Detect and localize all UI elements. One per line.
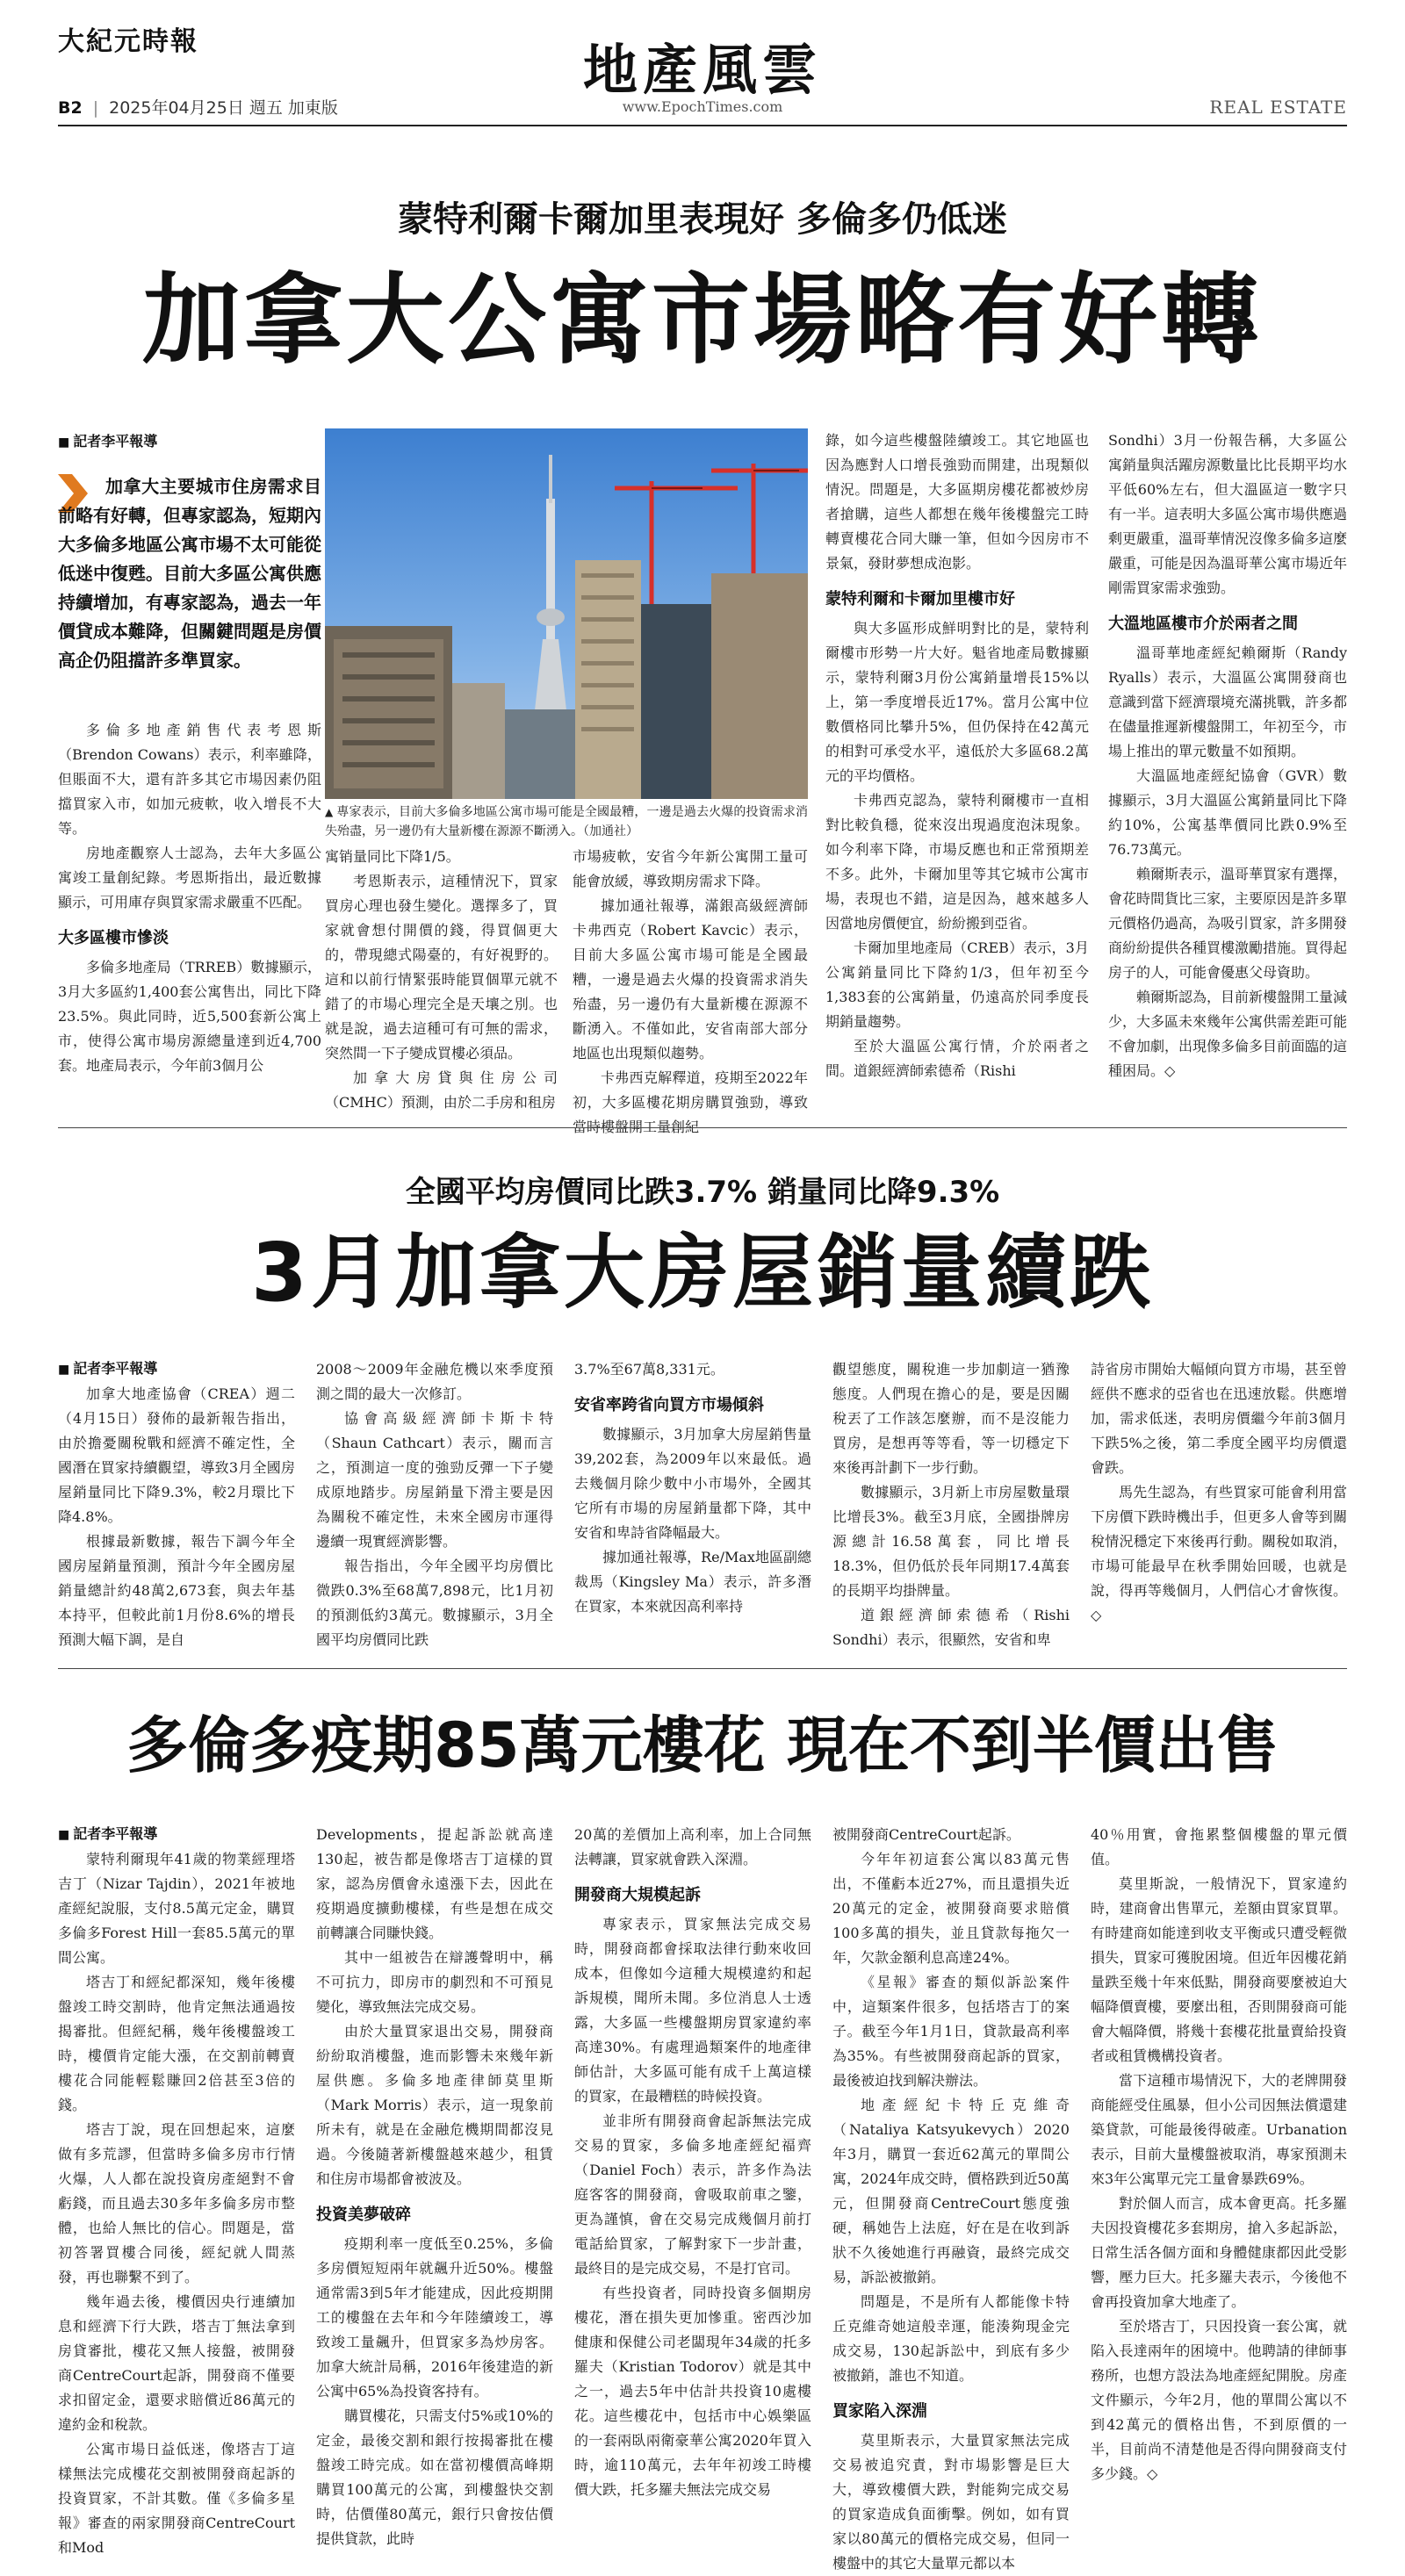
- paragraph: 數據顯示，3月新上市房屋數量環比增長3%。截至3月底，全國掛牌房源總計16.58萬套，同比增長18.3%，但仍低於長年同期17.4萬套的長期平均掛牌量。: [832, 1484, 1070, 1599]
- article3-column-5: [1091, 1823, 1347, 2532]
- paragraph: 與大多區形成鮮明對比的是，蒙特利爾樓市形勢一片大好。魁省地產局數據顯示，蒙特利爾3月份公寓銷量增長15%以上，第一季度增長近17%。當月公寓中位數價格同比攀升5%，但仍保持在42萬元的相對可承受水平，遠低於大多區68.2萬元的平均價格。: [825, 620, 1089, 784]
- article1-column-4: [825, 428, 1089, 1105]
- paragraph: 觀望態度，關稅進一步加劇這一猶豫態度。人們現在擔心的是，要是因關稅丟了工作該怎麼辦，而不是沒能力買房，是想再等等看，等一切穩定下來後再計劃下一步行動。: [832, 1361, 1070, 1476]
- section-url: www.EpochTimes.com: [622, 98, 783, 115]
- paragraph: 由於大量買家退出交易，開發商紛紛取消樓盤，進而影響未來幾年新屋供應。多倫多地產律師莫里斯（Mark Morris）表示，這一現象前所未有，就是在金融危機期間都沒見過。今後隨著新樓盤越來越少，租賃和住房市場都會被波及。: [316, 2023, 553, 2187]
- article2-byline: ■ 記者李平報導: [58, 1357, 157, 1378]
- paragraph: 其中一組被告在辯護聲明中，稱不可抗力，即房市的劇烈和不可預見變化，導致無法完成交易。: [316, 1949, 553, 2015]
- paragraph: 並非所有開發商會起訴無法完成交易的買家，多倫多地產經紀福齊（Daniel Foch）表示，許多作為法庭客客的開發商，會吸取前車之鑒，更為謹慎，會在交易完成幾個月前打電話給買家，了解對家下一步計畫，最終目的是完成交易，不是打官司。: [574, 2112, 811, 2277]
- paragraph: 《星報》審查的類似訴訟案件中，這類案件很多，包括塔吉丁的案子。截至今年1月1日，貸款最高利率為35%。有些被開發商起訴的買家，最後被迫找到解決辦法。: [832, 1974, 1070, 2089]
- paragraph: 專家表示，買家無法完成交易時，開發商都會採取法律行動來收回成本，但像如今這種大規模違約和起訴規模，聞所未聞。多位消息人士透露，大多區一些樓盤期房買家違約率高達30%。有處理過類案件的地產律師估計，大多區可能有成千上萬這樣的買家，在最糟糕的時候投資。: [574, 1916, 811, 2105]
- paragraph: 馬先生認為，有些買家可能會利用當下房價下跌時機出手，但更多人會等到關稅情況穩定下來後再行動。關稅如取消，市場可能最早在秋季開始回暖，也就是說，得再等幾個月，人們信心才會恢復。◇: [1091, 1484, 1347, 1623]
- paragraph: 今年年初這套公寓以83萬元售出，不僅虧本近27%，而且還損失近20萬元的定金，被開發商要求賠償100多萬的損失，並且貸款每拖欠一年，欠款金額利息高達24%。: [832, 1851, 1070, 1966]
- subheading: 安省率跨省向買方市場傾斜: [574, 1396, 764, 1414]
- section-title: 地產風雲: [582, 38, 822, 102]
- issue-date: 2025年04月25日 週五: [109, 98, 283, 118]
- paragraph: 20萬的差價加上高利率，加上合同無法轉讓，買家就會跌入深淵。: [574, 1826, 811, 1867]
- paragraph: 對於個人而言，成本會更高。托多羅夫因投資樓花多套期房，搶入多起訴訟，日常生活各個方面和身體健康都因此受影響，壓力巨大。托多羅夫表示，今後他不會再投資加拿大地產了。: [1091, 2195, 1347, 2310]
- paragraph: 問題是，不是所有人都能像卡特丘克維奇她這般幸運，能湊夠現金完成交易，130起訴訟中，到底有多少被撤銷，誰也不知道。: [832, 2293, 1070, 2384]
- article1-byline: ■ 記者李平報導: [58, 430, 157, 450]
- article1-column-2: [325, 845, 558, 1111]
- section-divider-2: [58, 1668, 1347, 1669]
- paragraph: 至於大溫區公寓行情，介於兩者之間。道銀經濟師索德希（Rishi: [825, 1038, 1089, 1079]
- paragraph: 多倫多地產銷售代表考恩斯（Brendon Cowans）表示，利率雖降，但賬面不大，還有許多其它市場因素仍阻擋買家入市，如加元疲軟，收入增長不大等。: [58, 722, 321, 837]
- paragraph: 賴爾斯認為，目前新樓盤開工量減少，大多區未來幾年公寓供需差距可能不會加劇，出現像多倫多目前面臨的這種困局。◇: [1108, 989, 1348, 1079]
- subheading: 投資美夢破碎: [316, 2205, 411, 2224]
- paragraph: 多倫多地產局（TRREB）數據顯示，3月大多區約1,400套公寓售出，同比下降23.5%。與此同時，近5,500套新公寓上市，使得公寓市場房源總量達到近4,700套。地產局表示，今年前3個月公: [58, 959, 321, 1074]
- paragraph: 至於塔吉丁，只因投資一套公寓，就陷入長達兩年的困境中。他聘請的律師事務所，也想方設法為地產經紀開脫。房產文件顯示，今年2月，他的單間公寓以不到42萬元的價格出售，不到原價的一半，目前尚不清楚他是否得向開發商支付多少錢。◇: [1091, 2318, 1347, 2482]
- section-divider-1: [58, 1127, 1347, 1128]
- issue-info: B2 | 2025年04月25日 週五 加東版: [58, 98, 338, 118]
- article1-headline: 加拿大公寓市場略有好轉: [142, 263, 1263, 378]
- subheading: 大溫地區樓市介於兩者之間: [1108, 615, 1298, 633]
- paragraph: 當下這種市場情況下，大的老牌開發商能經受住風暴，但小公司因無法償還建築貸款，可能最後得破產。Urbanation表示，目前大量樓盤被取消，專家預測未來3年公寓單元完工量會暴跌69%。: [1091, 2072, 1347, 2187]
- paragraph: 幾年過去後，樓價因央行連續加息和經濟下行大跌，塔吉丁無法拿到房貸審批，樓花又無人接盤，被開發商CentreCourt起訴，開發商不僅要求扣留定金，還要求賠償近86萬元的違約金和稅款。: [58, 2293, 295, 2433]
- paragraph: 協會高級經濟師卡斯卡特（Shaun Cathcart）表示，關而言之，預測這一度的強勁反彈一下子變成原地踏步。房屋銷量下滑主要是因為關稅不確定性，未來全國房市運得邊續一現實經濟影響。: [316, 1410, 553, 1550]
- paragraph: 數據顯示，3月加拿大房屋銷售量39,202套，為2009年以來最低。過去幾個月除少數中小市場外，全國其它所有市場的房屋銷量都下降，其中安省和卑詩省降幅最大。: [574, 1426, 811, 1541]
- article2-column-5: [1091, 1357, 1347, 1645]
- article3-column-3: [574, 1823, 811, 2532]
- paragraph: 地產經紀卡特丘克維奇（Nataliya Katsyukevych）2020年3月，購買一套近62萬元的單間公寓，2024年成交時，價格跌到近50萬元，但開發商CentreCourt態度強硬，稱她告上法庭，好在是在收到訴狀不久後她進行再融資，最終完成交易，訴訟被撤銷。: [832, 2097, 1070, 2285]
- paragraph: 塔吉丁和經紀都深知，幾年後樓盤竣工時交割時，他肯定無法通過按揭審批。但經紀稱，幾年後樓盤竣工時，樓價肯定能大漲，在交割前轉賣樓花合同能輕鬆賺回2倍甚至3倍的錢。: [58, 1974, 295, 2113]
- article3-column-4: [832, 1823, 1070, 2572]
- paragraph: 加拿大地產協會（CREA）週二（4月15日）發佈的最新報告指出，由於擔憂關稅戰和經濟不確定性，全國潛在買家持續觀望，導致3月全國房屋銷量同比下降9.3%，較2月環比下降4.8%。: [58, 1385, 295, 1525]
- article2-column-3: [574, 1357, 811, 1645]
- paragraph: 有些投資者，同時投資多個期房樓花，潛在損失更加慘重。密西沙加健康和保健公司老闆現年34歲的托多羅夫（Kristian Todorov）就是其中之一，過去5年中估計共投資10處樓花。這些樓花中，包括市中心娛樂區的一套兩臥兩衛豪華公寓2020年買入時，逾110萬元，去年年初竣工時樓價大跌，托多羅夫無法完成交易: [574, 2285, 811, 2498]
- paragraph: 道銀經濟師索德希（Rishi Sondhi）表示，很顯然，安省和卑: [832, 1607, 1070, 1648]
- paragraph: 被開發商CentreCourt起訴。: [832, 1826, 1020, 1843]
- edition: 加東版: [287, 98, 338, 118]
- paragraph: 錄，如今這些樓盤陸續竣工。其它地區也因為應對人口增長強勁而開建，出現類似情況。問題是，大多區期房樓花都被炒房者搶購，這些人都想在幾年後樓盤完工時轉賣樓花合同大賺一筆，但如今因房市不景氣，發財夢想成泡影。: [825, 432, 1089, 572]
- paragraph: 詩省房市開始大幅傾向買方市場，甚至曾經供不應求的亞省也在迅速放鬆。供應增加，需求低迷，表明房價繼今年前3個月下跌5%之後，第二季度全國平均房價還會跌。: [1091, 1361, 1347, 1476]
- article3-column-2: [316, 1823, 553, 2547]
- paragraph: 據加通社報導，滿銀高級經濟師卡弗西克（Robert Kavcic）表示，目前大多區公寓市場可能是全國最糟，一邊是過去火爆的投資需求消失殆盡，另一邊仍有大量新樓在源源不斷湧入。不僅如此，安省南部大部分地區也出現類似趨勢。: [573, 897, 808, 1061]
- masthead-rule: [58, 125, 1347, 126]
- article1-column-1: [58, 718, 321, 1105]
- photo-caption: [325, 802, 808, 841]
- paragraph: 莫里斯說，一般情況下，買家違約時，建商會出售單元，差額由買家買單。有時建商如能達到收支平衡或只遭受輕微損失，買家可獲脫困境。但近年因樓花銷量跌至幾十年來低點，開發商要麼被迫大幅降價賣樓，要麼出租，否則開發商可能會大幅降價，將幾十套樓花批量賣給投資者或租賃機構投資者。: [1091, 1875, 1347, 2064]
- paragraph: 塔吉丁說，現在回想起來，這麼做有多荒謬，但當時多倫多房市行情火爆，人人都在說投資房產絕對不會虧錢，而且過去30多年多倫多房市整體，也給人無比的信心。問題是，當初答署買樓合同後，經紀就人間蒸發，再也聯繫不到了。: [58, 2121, 295, 2285]
- article1-lead: 加拿大主要城市住房需求目前略有好轉，但專家認為，短期內大多倫多地區公寓市場不太可能從低迷中復甦。目前大多區公寓供應持續增加，有專家認為，過去一年價貸成本難降，但關鍵問題是房價高企仍阻擋許多準買家。: [58, 476, 321, 671]
- article1-column-3: [573, 845, 808, 1135]
- paragraph: 報告指出，今年全國平均房價比微跌0.3%至68萬7,898元，比1月初的預測低約3萬元。數據顯示，3月全國平均房價同比跌: [316, 1558, 553, 1648]
- paragraph: 莫里斯表示，大量買家無法完成交易被追究責，對市場影響是巨大大，導致樓價大跌，對能夠完成交易的買家造成負面衝擊。例如，如有買家以80萬元的價格完成交易，但同一樓盤中的其它大量單元都以本: [832, 2432, 1070, 2572]
- page-number: B2: [58, 98, 83, 118]
- paragraph: 40％用實，會拖累整個樓盤的單元價值。: [1091, 1826, 1347, 1867]
- article2-column-2: [316, 1357, 553, 1648]
- paragraph: 卡弗西克解釋道，疫期至2022年初，大多區樓花期房購買強勁，導致當時樓盤開工量創紀: [573, 1069, 808, 1135]
- city-skyline-photo: [325, 428, 808, 799]
- paragraph: 大溫區地產經紀協會（GVR）數據顯示，3月大溫區公寓銷量同比下降約10%，公寓基準價同比跌0.9%至76.73萬元。: [1108, 767, 1347, 858]
- paragraph: Developments，提起訴訟就高達130起，被告都是像塔吉丁這樣的買家，認為房價會永遠漲下去，因此在疫期過度擴動樓樣，有些是想在成交前轉讓合同賺快錢。: [316, 1826, 553, 1941]
- subheading: 蒙特利爾和卡爾加里樓市好: [825, 590, 1015, 608]
- paragraph: 蒙特利爾現年41歲的物業經理塔吉丁（Nizar Tajdin），2021年被地產經紀說服，支付8.5萬元定金，購買多倫多Forest Hill一套85.5萬元的單間公寓。: [58, 1851, 295, 1966]
- masthead: [0, 0, 1405, 132]
- paragraph: 2008～2009年金融危機以來季度預測之間的最大一次修訂。: [316, 1361, 553, 1402]
- subheading: 開發商大規模起訴: [574, 1886, 701, 1904]
- section-english: REAL ESTATE: [1209, 97, 1347, 118]
- paragraph: 寓销量同比下降1/5。: [325, 848, 460, 865]
- paragraph: 市場疲軟，安省今年新公寓開工量可能會放緩，導致期房需求下降。: [573, 848, 808, 889]
- newspaper-logo: 大紀元時報: [58, 26, 198, 57]
- article3-byline: ■ 記者李平報導: [58, 1823, 157, 1843]
- paragraph: 卡弗西克認為，蒙特利爾樓市一直相對比較負穩，從來沒出現過度泡沫現象。如今利率下降，市場反應也和正常預期差不多。此外，卡爾加里等其它城市公寓市場，表現也不錯，這是因為，越來越多人因當地房價便宜，紛紛搬到亞省。: [825, 792, 1089, 932]
- photo-caption-text: 專家表示，目前大多倫多地區公寓市場可能是全國最糟，一邊是過去火爆的投資需求消失殆盡，另一邊仍有大量新樓在源源不斷湧入。（加通社）: [325, 805, 808, 838]
- article2-headline: 3月加拿大房屋銷量續跌: [250, 1226, 1154, 1320]
- paragraph: 3.7%至67萬8,331元。: [574, 1361, 724, 1378]
- paragraph: 根據最新數據，報告下調今年全國房屋銷量預測，預計今年全國房屋銷量總計約48萬2,673套，與去年基本持平，但較此前1月份8.6%的增長預測大幅下調，是自: [58, 1533, 295, 1648]
- paragraph: 卡爾加里地產局（CREB）表示，3月公寓銷量同比下降約1/3，但年初至今1,383套的公寓銷量，仍遠高於同季度長期銷量趨勢。: [825, 939, 1089, 1030]
- article1-column-5: [1108, 428, 1347, 1105]
- paragraph: 購買樓花，只需支付5%或10%的定金，最後交割和銀行按揭審批在樓盤竣工時完成。如在當初樓價高峰期購買100萬元的公寓，到樓盤快交割時，估價僅80萬元，銀行只會按估價提供貸款，此時: [316, 2407, 553, 2547]
- article2-column-4: [832, 1357, 1070, 1648]
- paragraph: 溫哥華地產經紀賴爾斯（Randy Ryalls）表示，大溫區公寓開發商也意識到當下經濟環境充滿挑戰，許多都在儘量推遲新樓盤開工，年初至今，市場上推出的單元數量不如預期。: [1108, 644, 1348, 759]
- paragraph: 據加通社報導，Re/Max地區副總裁馬（Kingsley Ma）表示，許多潛在買家，本來就因高利率持: [574, 1549, 811, 1615]
- article3-headline: 多倫多疫期85萬元樓花 現在不到半價出售: [126, 1709, 1279, 1781]
- paragraph: 賴爾斯表示，溫哥華買家有選擇，會花時間貨比三家，主要原因是許多單元價格仍過高，為吸引買家，許多開發商紛紛提供各種買樓激勵措施。買得起房子的人，可能會優惠父母資助。: [1108, 866, 1348, 981]
- paragraph: 加拿大房貸與住房公司（CMHC）預測，由於二手房和租房: [325, 1069, 558, 1111]
- article3-column-1: [58, 1847, 295, 2556]
- article2-column-1: [58, 1382, 295, 1648]
- caption-triangle-icon: ▲: [325, 806, 334, 818]
- subheading: 大多區樓市慘淡: [58, 929, 169, 947]
- paragraph: 公寓市場日益低迷，像塔吉丁這樣無法完成樓花交割被開發商起訴的投資買家，不計其數。僅《多倫多星報》審查的兩家開發商CentreCourt和Mod: [58, 2441, 295, 2556]
- article1-subhead: 蒙特利爾卡爾加里表現好 多倫多仍低迷: [398, 199, 1007, 240]
- subheading: 買家陷入深淵: [832, 2402, 927, 2421]
- article2-subhead: 全國平均房價同比跌3.7% 銷量同比降9.3%: [405, 1175, 1000, 1210]
- paragraph: Sondhi）3月一份報告稱，大多區公寓銷量與活躍房源數量比比長期平均水平低60%左右，但大溫區這一數字只有一半。這表明大多區公寓市場供應過剩更嚴重，溫哥華情況沒像多倫多這麼嚴重，可能是因為溫哥華公寓市場近年剛需買家需求強勁。: [1108, 432, 1348, 596]
- paragraph: 疫期利率一度低至0.25%，多倫多房價短短兩年就飆升近50%。樓盤通常需3到5年才能建成，因此疫期開工的樓盤在去年和今年陸續竣工，導致竣工量飆升，但買家多為炒房客。加拿大統計局稱，2016年後建造的新公寓中65%為投資客持有。: [316, 2235, 553, 2400]
- paragraph: 房地產觀察人士認為，去年大多區公寓竣工量創紀錄。考恩斯指出，最近數據顯示，可用庫存與買家需求嚴重不匹配。: [58, 845, 321, 910]
- paragraph: 考恩斯表示，這種情況下，買家買房心理也發生變化。選擇多了，買家就會想付開價的錢，得買個更大的，帶現總式陽臺的，有好視野的。這和以前行情緊張時能買個單元就不錯了的市場心理完全是天壤之別。也就是說，過去這種可有可無的需求，突然間一下子變成買樓必須品。: [325, 873, 558, 1061]
